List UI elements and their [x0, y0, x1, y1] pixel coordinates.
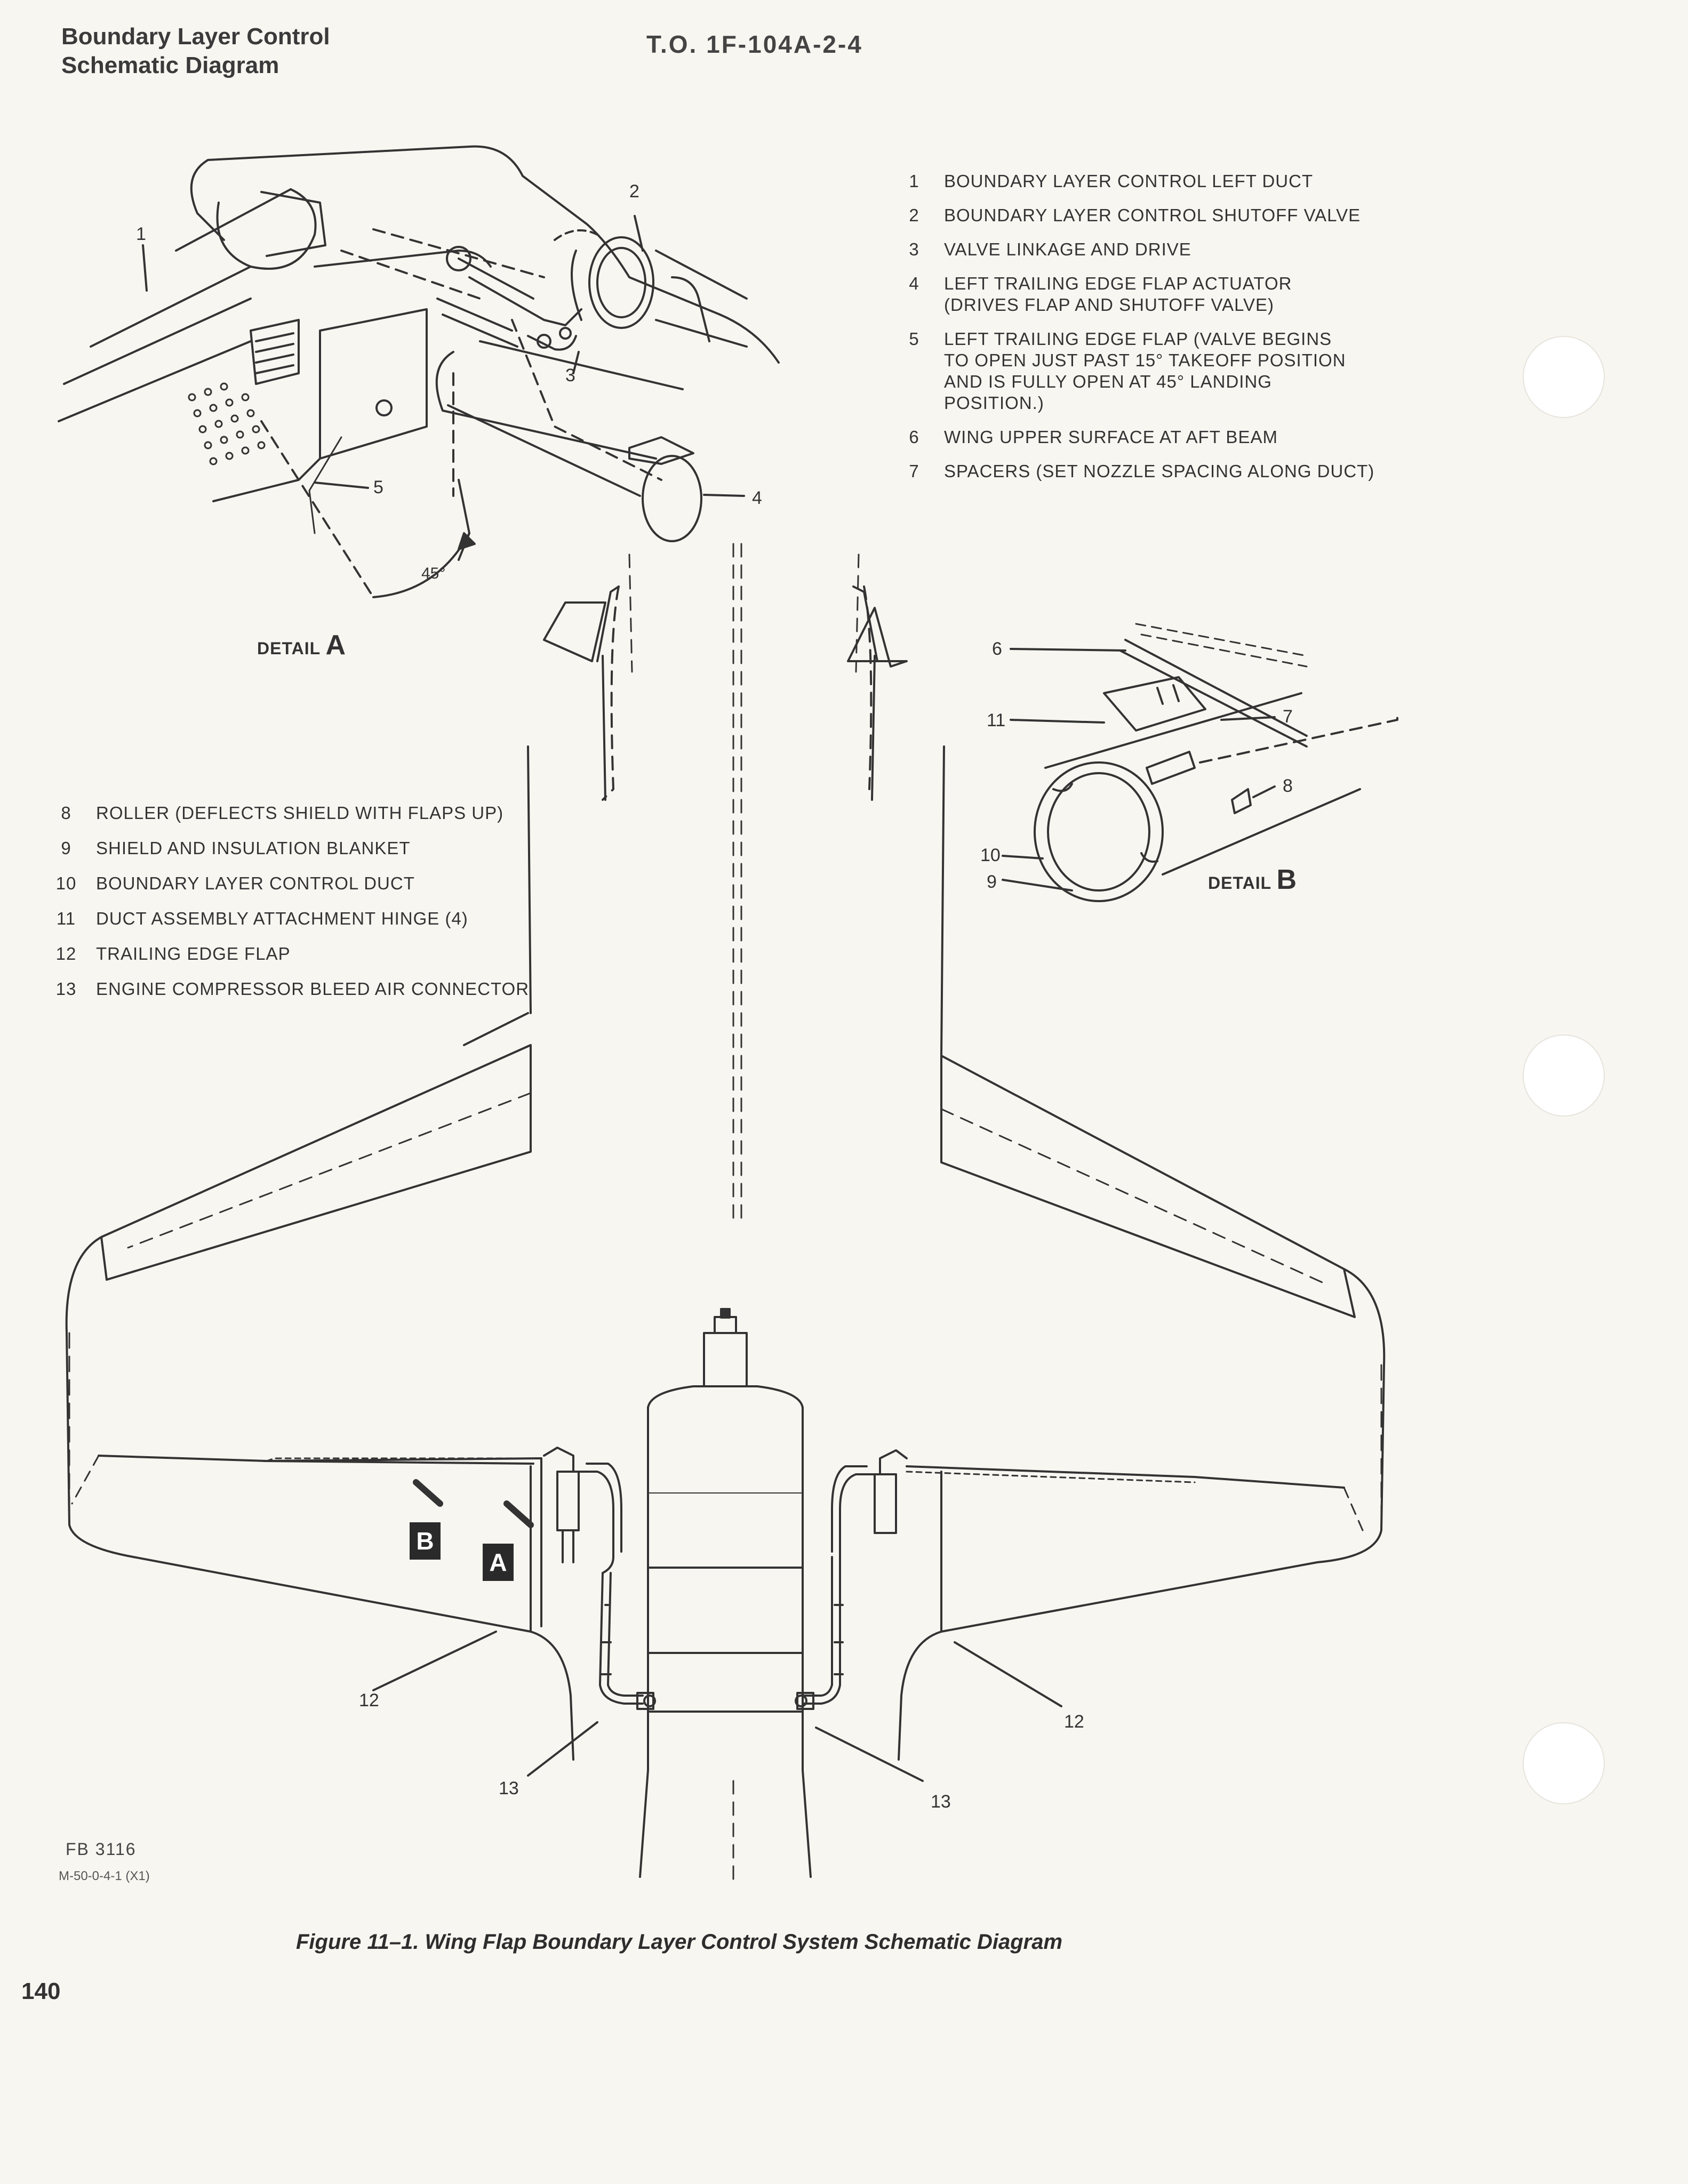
aircraft-planform — [67, 544, 1385, 1882]
figure-caption: Figure 11–1. Wing Flap Boundary Layer Control System Schematic Diagram — [296, 1930, 1063, 1954]
detail-b-drawing — [1003, 624, 1397, 901]
detail-b-word: DETAIL — [1208, 873, 1271, 893]
legend-item: 6 WING UPPER SURFACE AT AFT BEAM — [909, 427, 1278, 447]
drawing-reference: M-50-0-4-1 (X1) — [59, 1869, 150, 1883]
callout-11: 11 — [987, 710, 1006, 730]
page-number: 140 — [21, 1978, 61, 2004]
legend-item: 11 DUCT ASSEMBLY ATTACHMENT HINGE (4) — [56, 909, 468, 928]
detail-b-letter: B — [1276, 864, 1298, 895]
callout-10: 10 — [980, 845, 1001, 865]
technical-order-number: T.O. 1F-104A-2-4 — [646, 30, 863, 58]
legend-item: 4 LEFT TRAILING EDGE FLAP ACTUATOR (DRIVES FLAP AND SHUTOFF VALVE) — [909, 274, 1292, 315]
callout-13-left: 13 — [499, 1778, 519, 1798]
callout-3: 3 — [565, 365, 575, 386]
callout-5: 5 — [373, 477, 383, 497]
callout-7: 7 — [1283, 706, 1293, 727]
legend-item: 13 ENGINE COMPRESSOR BLEED AIR CONNECTOR — [55, 979, 530, 999]
callout-9: 9 — [987, 872, 997, 892]
section-title-line2: Schematic Diagram — [61, 52, 279, 78]
legend-item: 1 BOUNDARY LAYER CONTROL LEFT DUCT — [909, 171, 1314, 191]
callout-8: 8 — [1283, 776, 1293, 796]
binder-hole-top — [1523, 336, 1605, 418]
detail-a-drawing — [59, 147, 779, 597]
legend-item: 2 BOUNDARY LAYER CONTROL SHUTOFF VALVE — [909, 205, 1361, 225]
callout-4: 4 — [752, 488, 762, 508]
detail-a-angle: 45° — [421, 565, 446, 582]
legend-item: 5 LEFT TRAILING EDGE FLAP (VALVE BEGINS TO OPEN JUST PAST 15° TAKEOFF POSITION AND IS FULLY OPEN AT 45° LANDING POSITION.) — [909, 329, 1346, 413]
detail-b-marker: B — [416, 1527, 434, 1555]
callout-12-left: 12 — [359, 1690, 379, 1711]
detail-a-label — [257, 629, 346, 661]
legend-item: 10 BOUNDARY LAYER CONTROL DUCT — [55, 873, 415, 893]
callout-6: 6 — [992, 639, 1002, 659]
callout-1: 1 — [136, 224, 146, 244]
legend-item: 3 VALVE LINKAGE AND DRIVE — [909, 239, 1191, 259]
binder-hole-middle — [1523, 1034, 1605, 1117]
binder-hole-bottom — [1523, 1722, 1605, 1804]
legend-item: 8 ROLLER (DEFLECTS SHIELD WITH FLAPS UP) — [61, 803, 504, 823]
detail-b-label — [1208, 864, 1297, 896]
callout-12-right: 12 — [1064, 1712, 1084, 1732]
legend-item: 7 SPACERS (SET NOZZLE SPACING ALONG DUCT) — [909, 461, 1375, 481]
fb-reference: FB 3116 — [66, 1840, 137, 1859]
callout-2: 2 — [629, 181, 639, 202]
detail-a-word: DETAIL — [257, 639, 321, 658]
legend-top — [896, 171, 1429, 482]
callout-13-right: 13 — [931, 1792, 951, 1812]
legend-item: 9 SHIELD AND INSULATION BLANKET — [61, 838, 411, 858]
legend-middle — [48, 802, 560, 1000]
legend-item: 12 TRAILING EDGE FLAP — [55, 944, 291, 963]
section-title-line1: Boundary Layer Control — [61, 23, 330, 50]
detail-a-marker: A — [489, 1548, 507, 1576]
detail-a-letter: A — [325, 630, 347, 661]
